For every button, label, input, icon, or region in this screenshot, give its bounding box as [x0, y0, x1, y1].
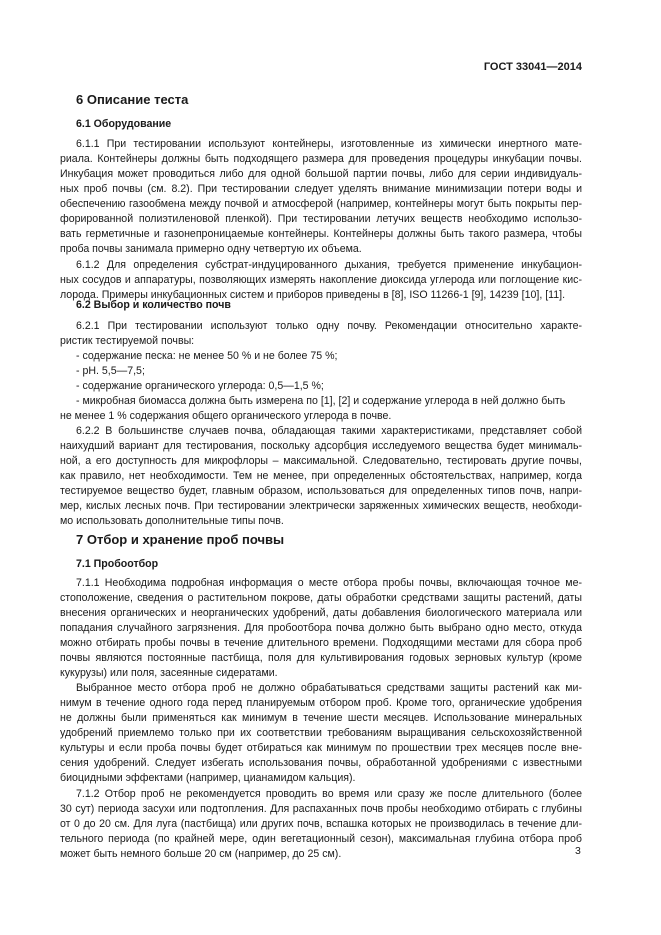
text-lines	[60, 258, 582, 303]
section-6-1-title: 6.1 Оборудование	[76, 118, 172, 130]
paragraph-7-1-1	[60, 576, 582, 681]
paragraph-7-1-2	[60, 787, 582, 862]
text-line: сения удобрений. Следует избегать использования почвы, обработанной удобрениями с известными	[60, 757, 582, 770]
text-line: может быть немного больше 20 см (например, до 25 см).	[60, 848, 342, 861]
text-line: - рН. 5,5—7,5;	[76, 365, 145, 378]
text-line: вать герметичные и газонепроницаемые контейнеры. Контейнеры должны быть такого размера, чтобы	[60, 228, 582, 241]
text-line: мо использовать дополнительные типы почв.	[60, 515, 284, 528]
text-line: попадания случайного загрязнения. Для пробоотбора почва должно быть выбрано одно место, откуда	[60, 622, 582, 635]
text-lines	[60, 424, 582, 529]
text-line: 6.1.1 При тестировании используют контейнеры, изготовленные из химически инертного мате-	[76, 138, 582, 150]
text-lines	[60, 137, 582, 257]
text-line: можно отбирать пробы почвы в течение длительного времени. Подходящими местами для сбора проб	[60, 637, 582, 650]
text-line: 7.1.2 Отбор проб не рекомендуется проводить во время или сразу же после длительного (более	[76, 788, 582, 800]
text-line: мер, кислых лесных почв. При тестировании электрически заряженных химических веществ, необходи-	[60, 500, 582, 513]
text-line: - содержание песка: не менее 50 % и не более 75 %;	[76, 350, 338, 362]
section-7-title: 7 Отбор и хранение проб почвы	[76, 532, 285, 547]
text-line: культуры и если проба почвы будет отбираться как минимум по прошествии трех месяцев после вне-	[60, 742, 582, 755]
paragraph-6-1-1	[60, 137, 582, 257]
section-6-2-title: 6.2 Выбор и количество почв	[76, 299, 231, 311]
paragraph-6-2-2	[60, 424, 582, 529]
text-line: как правило, нет необходимости. Тем не менее, при определенных обстоятельствах, например, когда	[60, 470, 582, 483]
page-number: 3	[575, 845, 581, 857]
text-line: кукурузы) или поля, засеянные сидератами.	[60, 667, 278, 680]
text-lines	[60, 681, 582, 786]
text-line: удобрений приемлемо только при их соответствии требованиям выращивания сельскохозяйственной	[60, 727, 582, 740]
text-line: Инкубация может проводиться либо для одной большой партии почвы, либо для серии индивидуаль-	[60, 168, 582, 181]
paragraph-6-1-2	[60, 258, 582, 303]
text-line: тестируемое вещество будет, главным образом, использоваться для определенных типов почв, напри-	[60, 485, 582, 498]
paragraph-7-1-1-b	[60, 681, 582, 786]
text-lines	[60, 787, 582, 862]
soil-criteria-list	[60, 349, 582, 409]
text-line: наихудший вариант для тестирования, поскольку адсорбция исследуемого вещества будет минималь-	[60, 440, 582, 453]
text-line: почвы являются постоянные пастбища, поля для культивирования годовых зерновых культур (кроме	[60, 652, 582, 665]
text-line: 6.2.2 В большинстве случаев почва, обладающая такими характеристиками, представляет собой	[76, 425, 582, 437]
text-line: от 0 до 20 см. Для луга (пастбища) или других почв, вспашка которых не производилась в течение дли-	[60, 818, 582, 831]
text-line: 30 сут) периода засухи или подтопления. Для распаханных почв пробы необходимо отбирать с глубины	[60, 803, 582, 816]
section-6-title: 6 Описание теста	[76, 92, 189, 107]
text-line: нимум в течение одного года перед планируемым отбором проб. Кроме того, органические удобрения	[60, 697, 582, 710]
text-lines	[60, 576, 582, 681]
text-line: Выбранное место отбора проб не должно обрабатываться средствами защиты растений как ми-	[76, 682, 582, 694]
text-line: обеспечению газообмена между почвой и атмосферой (например, контейнеры могут быть покрыты пер-	[60, 198, 582, 211]
text-line: - микробная биомасса должна быть измерена по [1], [2] и содержание углерода в ней должно быть	[76, 395, 566, 408]
paragraph-6-2-1	[60, 319, 582, 349]
text-line: тельного периода (по крайней мере, один вегетационный сезон), максимальная глубина отбора проб	[60, 833, 582, 846]
text-line: ных сосудов и аппаратуры, позволяющих измерять накопление диоксида углерода или поглощение кис-	[60, 274, 582, 287]
section-7-1-title: 7.1 Пробоотбор	[76, 558, 159, 570]
text-line: не должны были применяться как минимум в течение шести месяцев. Использование минеральных	[60, 712, 582, 725]
text-lines	[60, 349, 582, 409]
text-line: риала. Контейнеры должны быть подходящего размера для проведения процедуры инкубации почвы.	[60, 153, 582, 166]
soil-criteria-list-continuation	[60, 409, 582, 424]
text-line: лорода. Примеры инкубационных систем и приборов приведены в [8], ISO 11266-1 [9], 14239 [10], [11].	[60, 289, 566, 302]
text-lines	[60, 319, 582, 349]
text-line: форированной полиэтиленовой пленкой). При тестировании летучих веществ необходимо использо-	[60, 213, 582, 226]
list-continuation-line: не менее 1 % содержания общего органического углерода в почве.	[60, 410, 392, 422]
text-line: ристик тестируемой почвы:	[60, 335, 195, 348]
text-line: стоположение, сведения о растительном покрове, даты обработки средствами защиты растений, даты	[60, 592, 582, 605]
text-line: 7.1.1 Необходима подробная информация о месте отбора пробы почвы, включающая точное ме-	[76, 577, 582, 589]
text-line: ной, а его доступность для микрофлоры – максимальной. Следовательно, тестировать другие почвы,	[60, 455, 582, 468]
text-line: 6.1.2 Для определения субстрат-индуцированного дыхания, требуется применение инкубацион-	[76, 259, 582, 271]
text-line: 6.2.1 При тестировании используют только одну почву. Рекомендации относительно характе-	[76, 320, 582, 332]
text-line: ных проб почвы (см. 8.2). При тестировании следует уделять внимание минимизации потери воды и	[60, 183, 582, 196]
text-line: внесения органических и неорганических удобрений, даты добавления биологического материала или	[60, 607, 582, 620]
text-line: - содержание органического углерода: 0,5—1,5 %;	[76, 380, 324, 393]
text-line: биоцидными эффектами (например, цианамидом кальция).	[60, 772, 356, 785]
text-line: проба почвы занимала примерно одну четвертую их объема.	[60, 243, 362, 256]
document-id-header: ГОСТ 33041—2014	[483, 61, 582, 73]
